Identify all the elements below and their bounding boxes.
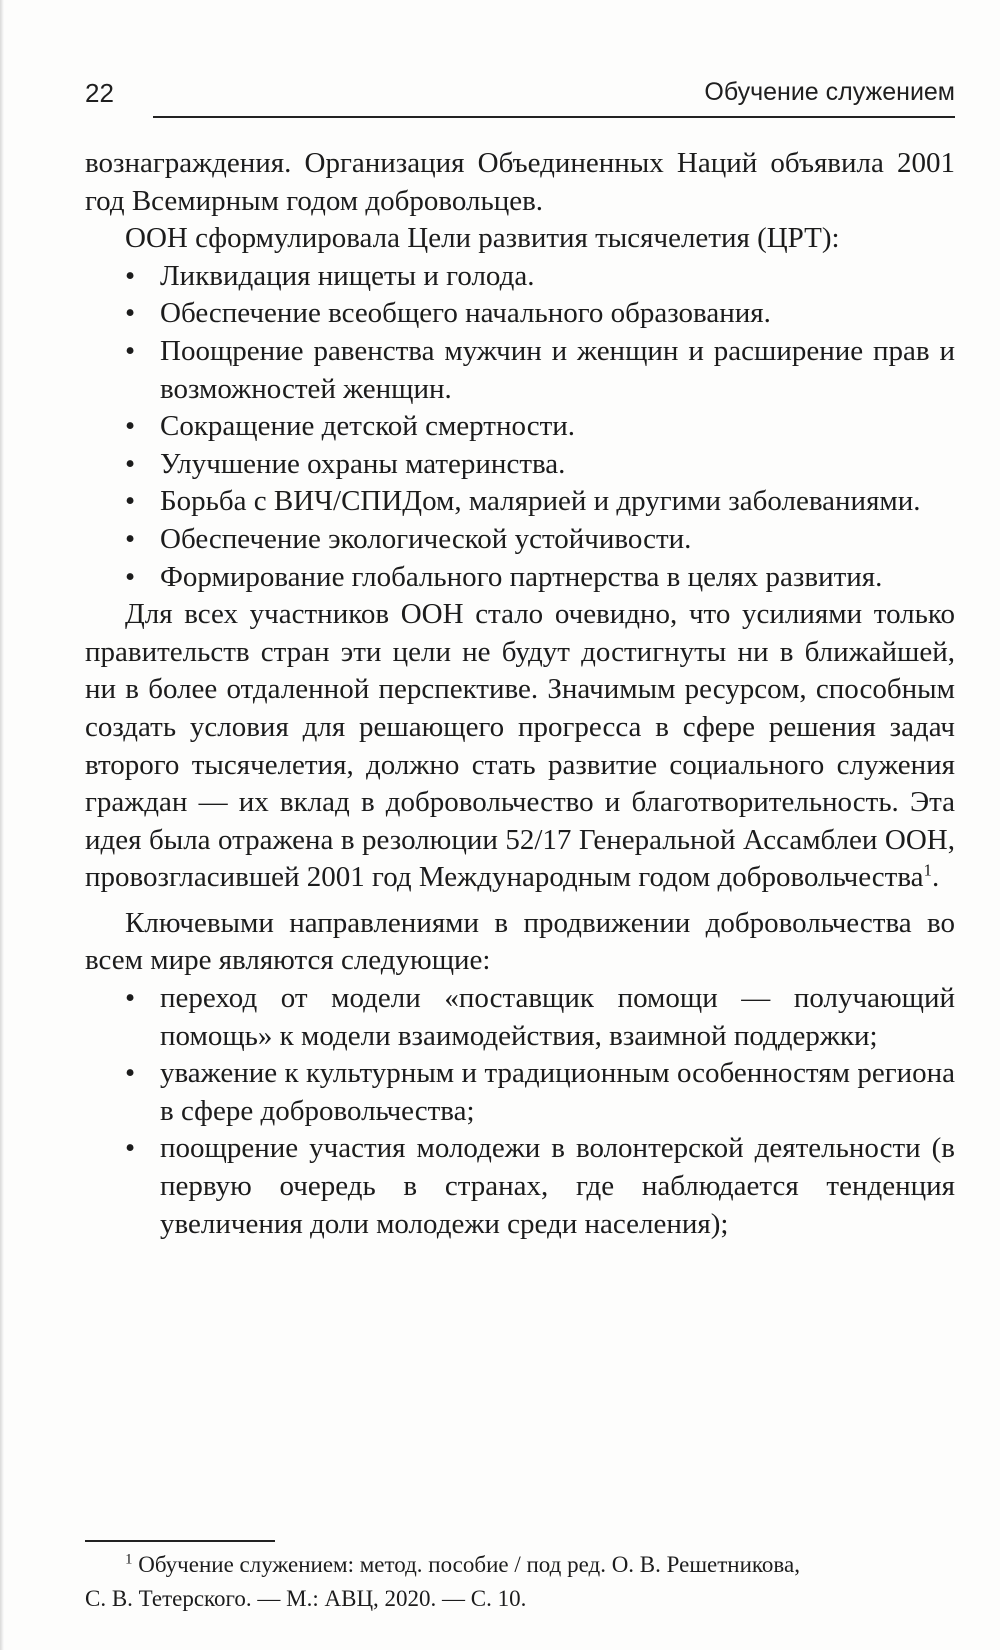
footnote-rule [85, 1540, 275, 1542]
bullet-icon: • [125, 447, 136, 480]
list-item [85, 521, 955, 559]
list-item-text: переход от модели «поставщик помощи — получающий помощь» к модели взаимодействия, взаимной поддержки; [160, 982, 955, 1052]
bullet-icon: • [125, 259, 136, 292]
page-number: 22 [85, 78, 114, 108]
paragraph-4 [85, 905, 955, 980]
bullet-icon: • [125, 1132, 136, 1165]
list-item-text: Борьба с ВИЧ/СПИДом, малярией и другими заболеваниями. [160, 485, 921, 518]
bullet-icon: • [125, 560, 136, 593]
footnote-mark: 1 [125, 1551, 133, 1568]
footnote-reference: 1 [923, 860, 933, 880]
list-item [85, 559, 955, 597]
paragraph-2-text: ООН сформулировала Цели развития тысячелетия (ЦРТ): [125, 222, 840, 255]
mdg-list [85, 258, 955, 596]
running-title: Обучение служением [704, 78, 955, 106]
page-edge-shadow [0, 0, 4, 1650]
list-item [85, 483, 955, 521]
paragraph-3 [85, 596, 955, 897]
list-item [85, 1055, 955, 1130]
list-item-text: Ликвидация нищеты и голода. [160, 259, 535, 292]
list-item-text: Поощрение равенства мужчин и женщин и расширение прав и возможностей женщин. [160, 334, 955, 405]
bullet-icon: • [125, 1057, 136, 1090]
directions-list [85, 980, 955, 1243]
paragraph-3-text: Для всех участников ООН стало очевидно, что усилиями только правительств стран эти цели не будут достигнуты ни в ближайшей, ни в более отдаленной перспективе. Значимым ресурсом, способным создать условия для решающего прогресса в сфере решения задач второго тысячелетия, должно стать развитие социального служения граждан — их вклад в добровольчество и благотворительность. Эта идея была отражена в резолюции 52/17 Генеральной Ассамблеи ООН, провозгласившей 2001 год Международным годом добровольчества [85, 598, 955, 894]
list-item [85, 980, 955, 1055]
paragraph-1-text: вознаграждения. Организация Объединенных Наций объявила 2001 год Всемирным годом добровольцев. [85, 147, 955, 217]
list-item [85, 295, 955, 333]
footnote-line-1 [85, 1548, 955, 1582]
list-item [85, 333, 955, 408]
paragraph-gap [85, 897, 955, 905]
paragraph-2 [85, 220, 955, 258]
bullet-icon: • [125, 334, 136, 367]
bullet-icon: • [125, 982, 136, 1015]
list-item [85, 1130, 955, 1243]
header-rule [153, 116, 955, 118]
footnote [85, 1548, 955, 1616]
paragraph-3-end: . [932, 861, 940, 894]
list-item [85, 408, 955, 446]
list-item-text: Улучшение охраны материнства. [160, 447, 566, 480]
paragraph-1 [85, 145, 955, 220]
list-item-text: Сокращение детской смертности. [160, 410, 576, 443]
bullet-icon: • [125, 297, 136, 330]
body-text [85, 145, 955, 1243]
list-item [85, 446, 955, 484]
paragraph-4-text: Ключевыми направлениями в продвижении добровольчества во всем мире являются следующие: [85, 906, 955, 977]
bullet-icon: • [125, 522, 136, 555]
page-header [85, 72, 955, 122]
bullet-icon: • [125, 485, 136, 518]
list-item-text: Обеспечение экологической устойчивости. [160, 522, 692, 555]
list-item-text: уважение к культурным и традиционным особенностям региона в сфере добровольчества; [160, 1057, 955, 1127]
footnote-line-1-text: Обучение служением: метод. пособие / под ред. О. В. Решетникова, [138, 1552, 800, 1577]
bullet-icon: • [125, 410, 136, 443]
list-item-text: Формирование глобального партнерства в целях развития. [160, 560, 883, 593]
list-item-text: поощрение участия молодежи в волонтерской деятельности (в первую очередь в странах, где наблюдается тенденция увеличения доли молодежи среди населения); [160, 1132, 955, 1240]
footnote-line-2: С. В. Тетерского. — М.: АВЦ, 2020. — С. 10. [85, 1586, 527, 1611]
list-item-text: Обеспечение всеобщего начального образования. [160, 297, 771, 330]
list-item [85, 258, 955, 296]
